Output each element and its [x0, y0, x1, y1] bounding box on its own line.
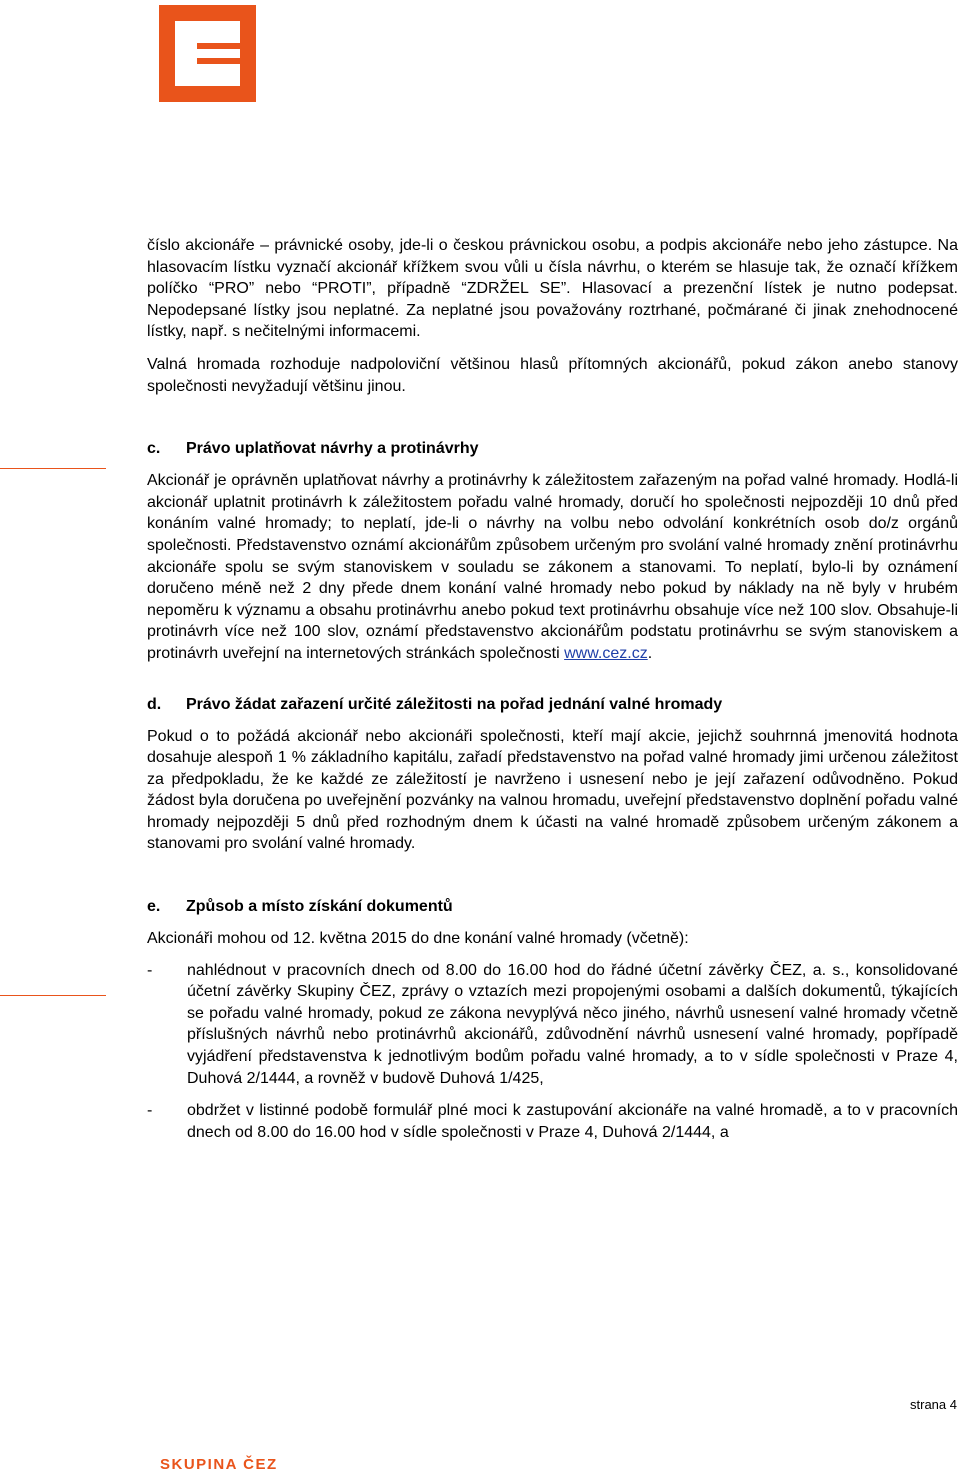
margin-divider-c [0, 468, 106, 469]
section-c [147, 438, 958, 664]
list-item [147, 960, 958, 1090]
section-c-title: Právo uplatňovat návrhy a protinávrhy [186, 440, 479, 458]
section-e-title: Způsob a místo získání dokumentů [186, 898, 453, 916]
intro-paragraph-2: Valná hromada rozhoduje nadpoloviční většinou hlasů přítomných akcionářů, pokud zákon anebo stanovy společnosti nevyžadují většinu jinou. [147, 355, 958, 395]
footer-brand: SKUPINA ČEZ [160, 1456, 278, 1473]
list-item-text: nahlédnout v pracovních dnech od 8.00 do 16.00 hod do řádné účetní závěrky ČEZ, a. s., konsolidované účetní závěrky Skupiny ČEZ, zprávy o vztazích mezi propojenými osobami a dalších dokumentů, týkajících se pořadu valné hromady, pokud ze zákona nevyplývá něco jiného, návrhů usnesení valné hromady včetně příslušných návrhů nebo protinávrhů akcionářů, zdůvodnění návrhů usnesení valné hromady, popřípadě vyjádření představenstva k jednotlivým bodům pořadu valné hromady, a to v sídle společnosti v Praze 4, Duhová 2/1444, a rovněž v budově Duhová 1/425, [187, 961, 958, 1087]
document-body [147, 235, 958, 1143]
list-dash: - [147, 961, 153, 979]
section-d-letter: d. [147, 695, 162, 713]
section-c-body [147, 470, 958, 664]
section-e [147, 896, 958, 1143]
section-c-text: Akcionář je oprávněn uplatňovat návrhy a protinávrhy k záležitostem zařazeným na pořad valné hromady. Hodlá-li akcionář uplatnit protinávrh k záležitostem pořadu valné hromady, doručí ho společnosti nejpozději 10 dnů před konáním valné hromady; to neplatí, jde-li o návrhy na volbu nebo odvolání konkrétních osob do/z orgánů společnosti. Představenstvo oznámí akcionářům způsobem určeným pro svolání valné hromady znění protinávrhu akcionáře spolu se svým stanoviskem v souladu se zákonem a stanovami. To neplatí, bylo-li by oznámení doručeno méně než 2 dny přede dnem konání valné hromady nebo pokud by náklady na ně byly v hrubém nepoměru k významu a obsahu protinávrhu anebo pokud text protinávrhu obsahuje více než 100 slov. Obsahuje-li protinávrh více než 100 slov, oznámí představenstvo akcionářům podstatu protinávrhu se svým stanoviskem a protinávrh uveřejní na internetových stránkách společnosti [147, 472, 958, 662]
section-d-heading [147, 694, 958, 716]
section-d-title: Právo žádat zařazení určité záležitosti na pořad jednání valné hromady [186, 695, 723, 713]
list-item [147, 1100, 958, 1143]
section-e-intro: Akcionáři mohou od 12. května 2015 do dne konání valné hromady (včetně): [147, 930, 689, 948]
section-d-body: Pokud o to požádá akcionář nebo akcionáři společnosti, kteří mají akcie, jejichž souhrnná jmenovitá hodnota dosahuje alespoň 1 % základního kapitálu, zařadí představenstvo na pořad valné hromady jimi určenou záležitost za předpokladu, že ke každé ze záležitostí je navrženo i usnesení nebo je její zařazení odůvodněno. Pokud žádost byla doručena po uveřejnění pozvánky na valnou hromadu, uveřejní představenstvo doplnění pořadu valné hromady nejpozději 5 dnů před rozhodným dnem k účasti na valné hromadě způsobem určeným zákonem a stanovami pro svolání valné hromady. [147, 727, 958, 853]
list-dash: - [147, 1102, 153, 1120]
cez-website-link[interactable]: www.cez.cz [564, 644, 648, 662]
margin-divider-e [0, 995, 106, 996]
cez-logo [159, 5, 256, 102]
page-number: strana 4 [910, 1397, 957, 1412]
section-c-letter: c. [147, 440, 161, 458]
section-e-heading [147, 896, 958, 918]
section-c-heading [147, 438, 958, 460]
section-c-text-end: . [647, 644, 653, 662]
intro-paragraph-1: číslo akcionáře – právnické osoby, jde-li o českou právnickou osobu, a podpis akcionáře nebo jeho zástupce. Na hlasovacím lístku vyznačí akcionář křížkem svou vůli u čísla návrhu, o kterém se hlasuje tak, že označí křížkem políčko “PRO” nebo “PROTI”, případně “ZDRŽEL SE”. Hlasovací a prezenční lístek je nutno podepsat. Nepodepsané lístky jsou neplatné. Za neplatné jsou považovány roztrhané, počmárané či jinak znehodnocené lístky, např. s nečitelnými informacemi. [147, 237, 958, 341]
list-item-text: obdržet v listinné podobě formulář plné moci k zastupování akcionáře na valné hromadě, a to v pracovních dnech od 8.00 do 16.00 hod v sídle společnosti v Praze 4, Duhová 2/1444, a [187, 1102, 958, 1141]
section-e-letter: e. [147, 898, 161, 916]
section-d [147, 694, 958, 856]
